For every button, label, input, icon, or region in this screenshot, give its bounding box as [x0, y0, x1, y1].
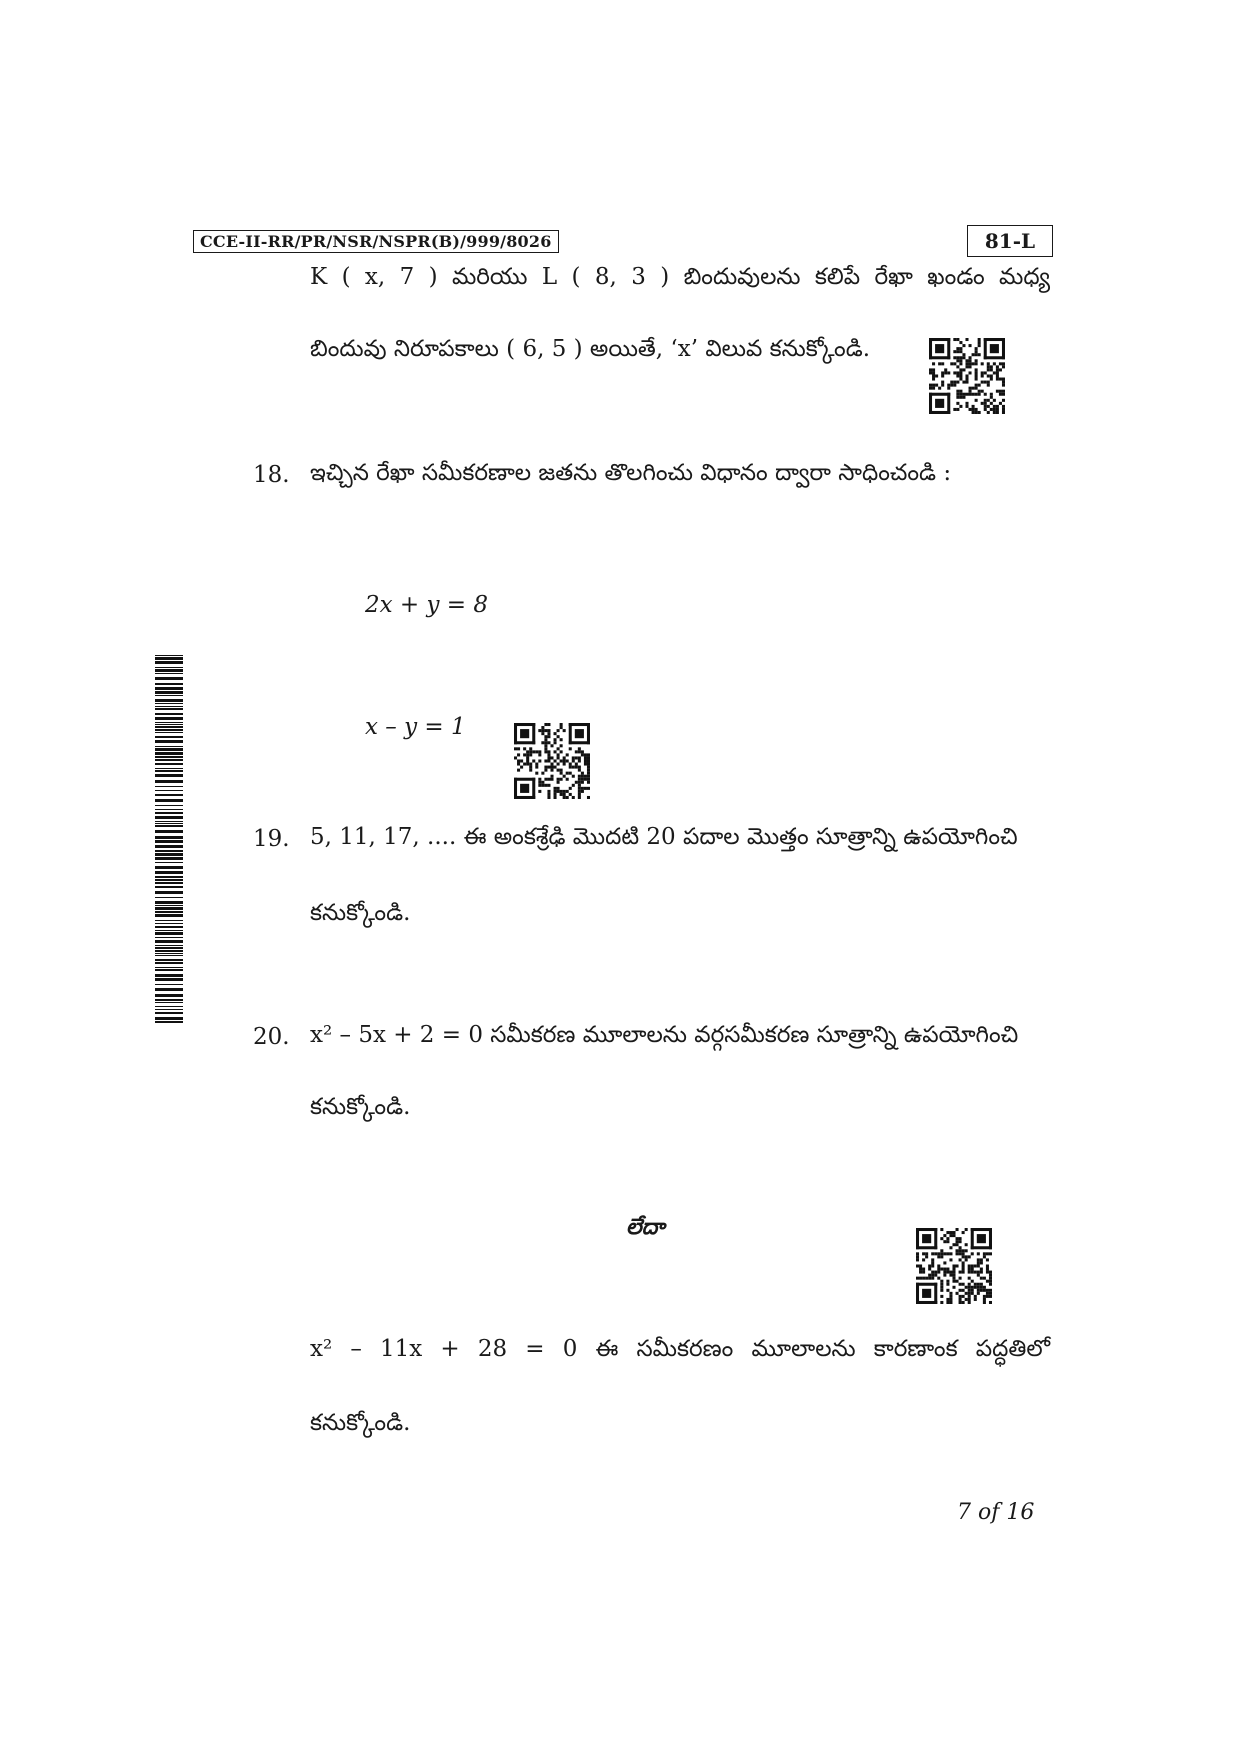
- page-number: 7 of 16: [957, 1500, 1035, 1525]
- q20-alt-line-1: x² – 11x + 28 = 0 ఈ సమీకరణం మూలాలను కారణాంక పద్ధతిలో: [310, 1336, 1050, 1362]
- q18-number: 18.: [253, 462, 290, 488]
- q18-equation-1: 2x + y = 8: [365, 592, 489, 618]
- barcode: [155, 655, 183, 1023]
- or-label: లేదా: [626, 1214, 665, 1240]
- q17-line-1: K ( x, 7 ) మరియు L ( 8, 3 ) బిందువులను కలిపే రేఖా ఖండం మధ్య: [310, 264, 1050, 290]
- qr-code-q20: [916, 1228, 992, 1304]
- q20-line-2: కనుక్కోండి.: [310, 1094, 411, 1120]
- qr-code-q17: [929, 338, 1005, 414]
- q17-line-2: బిందువు నిరూపకాలు ( 6, 5 ) అయితే, ‘x’ విలువ కనుక్కోండి.: [310, 336, 871, 362]
- qr-code-q18: [514, 723, 590, 799]
- q19-line-2: కనుక్కోండి.: [310, 900, 411, 926]
- q20-number: 20.: [253, 1024, 290, 1050]
- paper-number-badge: 81-L: [967, 225, 1053, 257]
- q19-line-1: 5, 11, 17, .... ఈ అంకశ్రేఢి మొదటి 20 పదాల మొత్తం సూత్రాన్ని ఉపయోగించి: [310, 824, 1018, 850]
- q18-equation-2: x – y = 1: [365, 714, 466, 740]
- q20-line-1: x² – 5x + 2 = 0 సమీకరణ మూలాలను వర్గసమీకరణ సూత్రాన్ని ఉపయోగించి: [310, 1022, 1019, 1048]
- question-paper-code: CCE-II-RR/PR/NSR/NSPR(B)/999/8026: [193, 230, 559, 253]
- q20-alt-line-2: కనుక్కోండి.: [310, 1410, 411, 1436]
- q19-number: 19.: [253, 826, 290, 852]
- q18-text: ఇచ్చిన రేఖా సమీకరణాల జతను తొలగించు విధానం ద్వారా సాధించండి :: [310, 460, 952, 486]
